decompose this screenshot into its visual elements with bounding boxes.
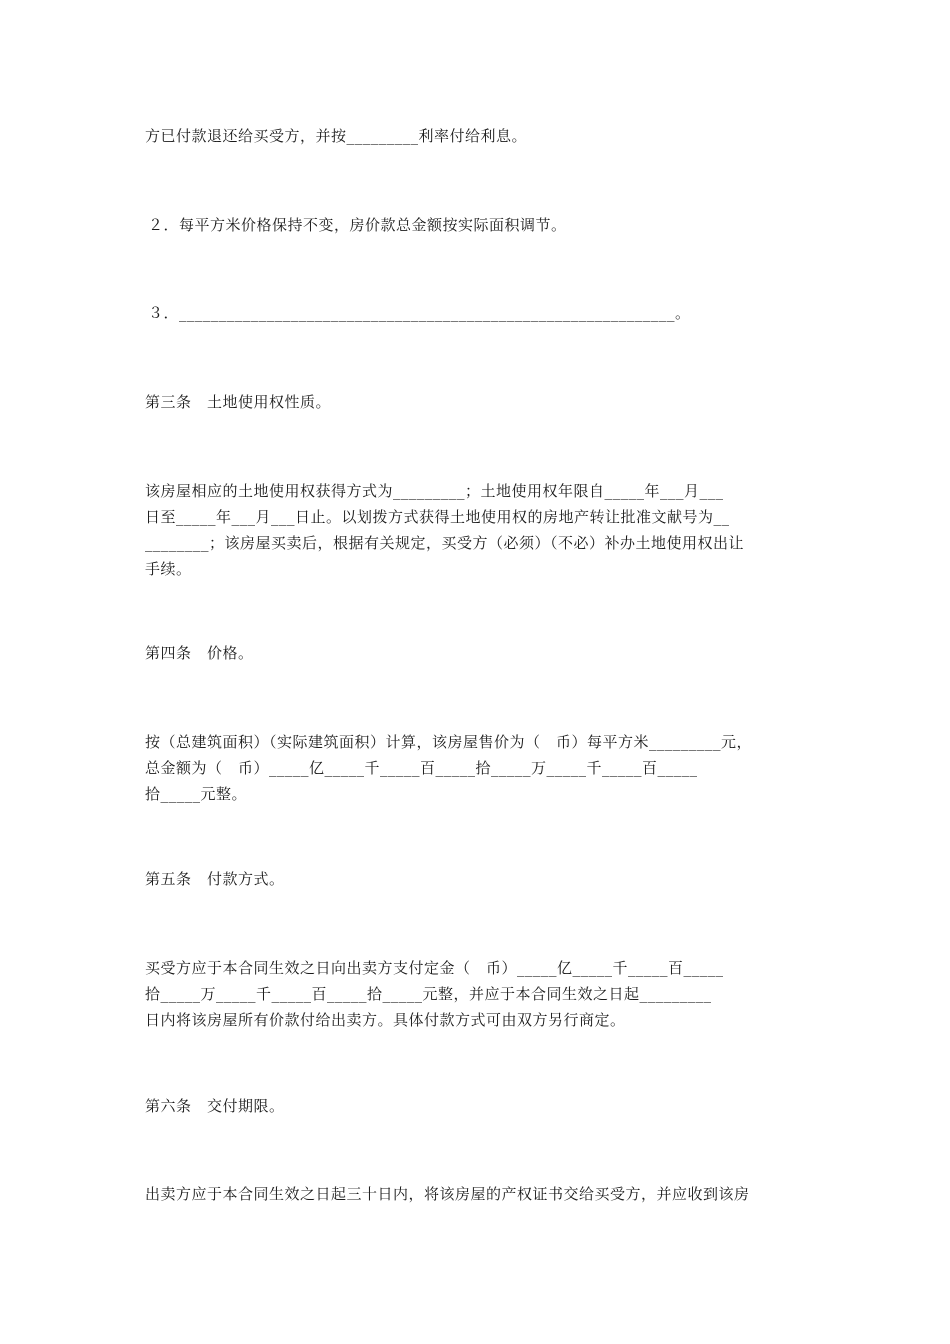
article-3-line-3: ________；该房屋买卖后，根据有关规定，买受方（必须）（不必）补办土地使用权出让 [145, 534, 745, 552]
article-4-title: 第四条 价格。 [145, 644, 254, 662]
article-5-line-3: 日内将该房屋所有价款付给出卖方。具体付款方式可由双方另行商定。 [145, 1011, 626, 1029]
article-5-line-2: 拾_____万_____千_____百_____拾_____元整，并应于本合同生效之日起_________ [145, 985, 712, 1003]
paragraph-item-2: ２．每平方米价格保持不变，房价款总金额按实际面积调节。 [148, 216, 567, 234]
paragraph-item-3: ３．______________________________________________________________。 [148, 304, 691, 322]
article-6-title: 第六条 交付期限。 [145, 1097, 285, 1115]
article-3-line-4: 手续。 [145, 560, 192, 578]
article-5-title: 第五条 付款方式。 [145, 870, 285, 888]
article-3-line-2: 日至_____年___月___日止。以划拨方式获得土地使用权的房地产转让批准文献号为__ [145, 508, 730, 526]
article-3-line-1: 该房屋相应的土地使用权获得方式为_________；土地使用权年限自_____年___月___ [145, 482, 724, 500]
paragraph-refund-interest: 方已付款退还给买受方，并按_________利率付给利息。 [145, 127, 528, 145]
article-5-line-1: 买受方应于本合同生效之日向出卖方支付定金（ 币）_____亿_____千_____百_____ [145, 959, 724, 977]
article-4-line-1: 按（总建筑面积）（实际建筑面积）计算，该房屋售价为（ 币）每平方米_________元， [145, 733, 753, 751]
article-6-line-1: 出卖方应于本合同生效之日起三十日内，将该房屋的产权证书交给买受方，并应收到该房 [145, 1185, 750, 1203]
article-4-line-2: 总金额为（ 币）_____亿_____千_____百_____拾_____万_____千_____百_____ [145, 759, 698, 777]
article-4-line-3: 拾_____元整。 [145, 785, 248, 803]
article-3-title: 第三条 土地使用权性质。 [145, 393, 332, 411]
